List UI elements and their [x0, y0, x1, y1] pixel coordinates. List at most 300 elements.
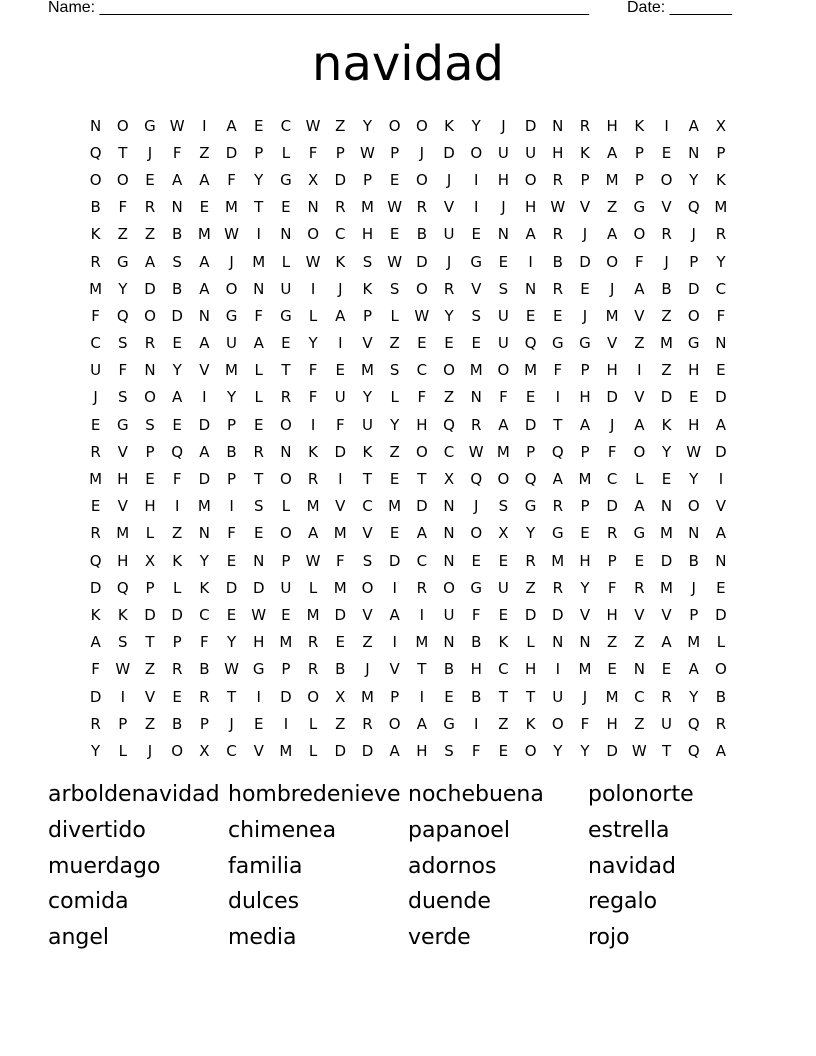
grid-letter: Y — [362, 388, 373, 407]
grid-letter: O — [633, 442, 646, 461]
grid-letter: D — [252, 578, 265, 597]
grid-letter: L — [172, 578, 182, 597]
grid-letter: O — [225, 279, 238, 298]
grid-letter: D — [361, 741, 374, 760]
grid-letter: U — [443, 605, 455, 624]
grid-letter: F — [172, 143, 182, 162]
grid-letter: E — [253, 116, 264, 135]
grid-letter: J — [446, 170, 452, 189]
grid-letter: S — [362, 252, 373, 271]
grid-letter: B — [471, 633, 482, 652]
word-list-item: familia — [228, 853, 303, 879]
grid-letter: M — [360, 687, 374, 706]
grid-letter: M — [360, 198, 374, 217]
grid-letter: Z — [117, 225, 128, 244]
grid-letter: V — [389, 660, 400, 679]
grid-letter: B — [172, 225, 183, 244]
grid-letter: L — [635, 470, 644, 489]
grid-letter: O — [280, 415, 292, 434]
grid-letter: B — [199, 660, 210, 679]
grid-letter: Z — [498, 714, 509, 733]
grid-letter: T — [553, 415, 563, 434]
word-list — [48, 777, 768, 956]
grid-letter: N — [688, 143, 700, 162]
grid-letter: Q — [687, 741, 700, 760]
grid-letter: A — [199, 279, 210, 298]
grid-letter: Y — [580, 741, 590, 760]
grid-letter: Z — [661, 361, 672, 380]
grid-letter: P — [689, 605, 699, 624]
grid-letter: Z — [607, 633, 618, 652]
grid-letter: Q — [687, 198, 700, 217]
grid-letter: P — [362, 306, 372, 325]
grid-letter: U — [497, 334, 509, 353]
grid-letter: Z — [634, 633, 645, 652]
grid-letter: A — [335, 306, 346, 325]
grid-letter: O — [687, 497, 700, 516]
grid-letter: D — [524, 415, 537, 434]
grid-letter: X — [199, 741, 210, 760]
grid-letter: E — [226, 551, 237, 570]
grid-letter: S — [118, 633, 128, 652]
grid-letter: A — [172, 170, 183, 189]
word-list-item: divertido — [48, 817, 146, 843]
grid-letter: F — [91, 660, 100, 679]
grid-letter: T — [254, 198, 264, 217]
grid-letter: G — [280, 306, 292, 325]
grid-letter: P — [172, 633, 182, 652]
grid-letter: D — [144, 279, 156, 298]
grid-letter: R — [307, 633, 319, 652]
grid-letter: Z — [634, 334, 645, 353]
grid-letter: N — [688, 524, 700, 543]
grid-letter: V — [443, 198, 455, 217]
grid-letter: N — [443, 497, 455, 516]
grid-letter: H — [416, 741, 428, 760]
grid-letter: S — [389, 361, 400, 380]
grid-letter: X — [443, 470, 455, 489]
grid-letter: T — [661, 741, 672, 760]
grid-letter: G — [116, 252, 129, 271]
grid-letter: A — [199, 334, 210, 353]
grid-letter: E — [389, 225, 400, 244]
grid-letter: N — [253, 279, 265, 298]
grid-letter: U — [497, 578, 509, 597]
grid-letter: P — [526, 442, 536, 461]
grid-letter: K — [525, 714, 536, 733]
grid-letter: Y — [716, 252, 726, 271]
grid-letter: J — [474, 497, 479, 516]
grid-letter: T — [281, 361, 291, 380]
grid-letter: Q — [443, 415, 455, 434]
grid-letter: Y — [199, 551, 209, 570]
grid-letter: R — [552, 279, 563, 298]
grid-letter: V — [634, 306, 645, 325]
grid-letter: Y — [362, 116, 373, 135]
grid-letter: M — [388, 497, 402, 516]
grid-letter: T — [254, 470, 264, 489]
grid-letter: M — [605, 306, 619, 325]
grid-letter: O — [415, 279, 428, 298]
grid-letter: L — [308, 714, 318, 733]
grid-letter: P — [145, 442, 155, 461]
grid-letter: R — [253, 442, 264, 461]
grid-letter: E — [253, 524, 264, 543]
grid-letter: L — [281, 497, 291, 516]
grid-letter: R — [606, 524, 618, 543]
grid-letter: R — [90, 442, 101, 461]
grid-letter: Y — [580, 578, 590, 597]
grid-letter: B — [335, 660, 346, 679]
grid-letter: L — [716, 633, 726, 652]
grid-letter: A — [253, 334, 264, 353]
grid-letter: H — [253, 633, 265, 652]
grid-letter: W — [631, 741, 647, 760]
grid-letter: D — [443, 143, 455, 162]
grid-letter: U — [661, 714, 673, 733]
grid-letter: J — [582, 225, 588, 244]
grid-letter: G — [687, 334, 700, 353]
grid-letter: F — [417, 388, 427, 407]
grid-letter: N — [307, 198, 319, 217]
grid-letter: H — [144, 497, 156, 516]
grid-letter: N — [144, 361, 156, 380]
grid-letter: G — [470, 578, 483, 597]
grid-letter: A — [607, 143, 618, 162]
grid-letter: U — [443, 225, 455, 244]
grid-letter: Q — [687, 714, 700, 733]
grid-letter: H — [606, 116, 618, 135]
grid-letter: A — [389, 605, 400, 624]
grid-letter: J — [229, 252, 234, 271]
grid-letter: E — [471, 334, 481, 353]
grid-letter: O — [307, 225, 319, 244]
grid-letter: F — [308, 143, 318, 162]
grid-letter: J — [147, 143, 153, 162]
grid-letter: K — [117, 605, 128, 624]
grid-letter: O — [606, 252, 619, 271]
word-list-item: duende — [408, 889, 491, 915]
grid-letter: C — [715, 279, 727, 298]
grid-letter: C — [199, 605, 210, 624]
grid-letter: E — [498, 741, 509, 760]
grid-letter: M — [89, 279, 103, 298]
grid-letter: L — [118, 741, 127, 760]
word-list-item: arboldenavidad — [48, 782, 220, 807]
grid-letter: A — [172, 388, 183, 407]
grid-letter: J — [609, 279, 615, 298]
grid-letter: E — [145, 170, 155, 189]
grid-letter: G — [633, 198, 646, 217]
word-list-item: navidad — [588, 853, 676, 879]
grid-letter: C — [606, 470, 618, 489]
grid-letter: B — [715, 687, 727, 706]
grid-letter: O — [144, 388, 156, 407]
grid-letter: E — [498, 551, 509, 570]
grid-letter: I — [120, 687, 125, 706]
grid-letter: I — [392, 578, 397, 597]
grid-letter: D — [171, 605, 183, 624]
grid-letter: X — [335, 687, 346, 706]
grid-letter: E — [172, 415, 182, 434]
grid-letter: F — [635, 252, 644, 271]
grid-letter: O — [470, 143, 483, 162]
grid-letter: S — [389, 279, 400, 298]
grid-letter: I — [256, 225, 261, 244]
grid-letter: Y — [172, 361, 182, 380]
grid-letter: Y — [471, 116, 481, 135]
grid-letter: J — [501, 116, 506, 135]
grid-letter: L — [308, 306, 318, 325]
grid-letter: A — [389, 741, 400, 760]
grid-letter: O — [361, 578, 374, 597]
grid-letter: N — [280, 442, 292, 461]
grid-letter: W — [468, 442, 484, 461]
grid-letter: M — [524, 361, 538, 380]
grid-letter: K — [90, 605, 101, 624]
grid-letter: J — [229, 714, 234, 733]
grid-letter: I — [283, 714, 289, 733]
grid-letter: R — [552, 170, 563, 189]
grid-letter: K — [362, 442, 373, 461]
grid-letter: S — [362, 551, 373, 570]
grid-letter: S — [444, 741, 454, 760]
grid-letter: N — [89, 116, 102, 135]
grid-letter: Q — [524, 470, 537, 489]
grid-letter: M — [687, 633, 701, 652]
grid-letter: D — [171, 306, 183, 325]
grid-letter: R — [280, 388, 292, 407]
grid-letter: I — [202, 388, 207, 407]
grid-letter: D — [144, 605, 156, 624]
grid-letter: S — [498, 279, 509, 298]
grid-letter: O — [415, 170, 428, 189]
grid-letter: E — [335, 361, 346, 380]
grid-letter: E — [281, 605, 291, 624]
grid-letter: J — [609, 415, 615, 434]
word-list-item: muerdago — [48, 853, 161, 879]
grid-letter: Y — [254, 170, 264, 189]
grid-letter: D — [334, 741, 347, 760]
grid-letter: Y — [308, 334, 318, 353]
grid-letter: D — [225, 578, 238, 597]
grid-letter: I — [419, 605, 425, 624]
page-title: navidad — [312, 36, 504, 92]
grid-letter: M — [197, 497, 211, 516]
grid-letter: E — [145, 470, 155, 489]
grid-letter: P — [580, 442, 590, 461]
grid-letter: Z — [634, 714, 645, 733]
grid-letter: G — [252, 660, 265, 679]
grid-letter: O — [687, 306, 700, 325]
grid-letter: N — [715, 551, 727, 570]
grid-letter: W — [224, 225, 239, 244]
grid-letter: O — [415, 116, 428, 135]
grid-letter: F — [118, 198, 128, 217]
grid-letter: F — [471, 605, 481, 624]
grid-letter: A — [525, 225, 536, 244]
grid-letter: N — [171, 198, 183, 217]
grid-letter: D — [660, 388, 673, 407]
grid-letter: Y — [689, 687, 699, 706]
grid-letter: R — [552, 225, 563, 244]
grid-letter: J — [691, 225, 696, 244]
word-list-item: comida — [48, 889, 129, 915]
grid-letter: E — [90, 497, 101, 516]
letter-grid — [82, 112, 738, 765]
grid-letter: J — [338, 279, 343, 298]
grid-letter: G — [443, 714, 455, 733]
grid-letter: U — [90, 361, 102, 380]
grid-letter: N — [280, 225, 292, 244]
grid-letter: D — [416, 252, 428, 271]
grid-letter: Z — [172, 524, 183, 543]
grid-letter: O — [551, 714, 564, 733]
grid-letter: S — [118, 334, 128, 353]
grid-letter: D — [89, 687, 102, 706]
grid-letter: O — [280, 524, 292, 543]
grid-letter: F — [580, 714, 590, 733]
grid-letter: E — [661, 470, 672, 489]
grid-letter: R — [362, 714, 373, 733]
grid-letter: A — [226, 116, 237, 135]
grid-letter: F — [499, 388, 508, 407]
grid-letter: O — [415, 442, 428, 461]
grid-letter: I — [174, 497, 180, 516]
grid-letter: F — [118, 361, 128, 380]
grid-letter: H — [361, 225, 374, 244]
grid-letter: H — [117, 470, 129, 489]
grid-letter: T — [118, 143, 128, 162]
grid-letter: R — [443, 279, 455, 298]
grid-letter: L — [308, 578, 318, 597]
word-list-item: chimenea — [228, 817, 337, 843]
grid-letter: I — [338, 470, 343, 489]
grid-letter: R — [416, 198, 428, 217]
grid-letter: O — [388, 116, 401, 135]
grid-letter: E — [90, 415, 101, 434]
grid-letter: W — [414, 306, 430, 325]
grid-letter: L — [254, 388, 263, 407]
grid-letter: M — [279, 633, 293, 652]
grid-letter: E — [417, 334, 427, 353]
grid-letter: O — [144, 306, 156, 325]
grid-letter: N — [198, 524, 210, 543]
grid-letter: N — [633, 660, 645, 679]
grid-letter: Z — [661, 306, 672, 325]
grid-letter: P — [199, 714, 209, 733]
grid-letter: D — [198, 470, 211, 489]
grid-letter: X — [307, 170, 319, 189]
grid-letter: E — [580, 279, 590, 298]
grid-letter: A — [634, 497, 645, 516]
grid-letter: I — [310, 415, 316, 434]
grid-letter: R — [552, 497, 563, 516]
grid-letter: T — [226, 687, 237, 706]
grid-letter: O — [171, 741, 184, 760]
grid-letter: E — [471, 551, 481, 570]
grid-letter: G — [225, 306, 238, 325]
grid-letter: F — [227, 170, 236, 189]
grid-letter: G — [144, 116, 156, 135]
grid-letter: F — [471, 741, 481, 760]
grid-letter: P — [335, 143, 345, 162]
grid-letter: R — [471, 415, 482, 434]
name-field-label: Name: _______________________________________________________ — [48, 0, 589, 16]
grid-letter: M — [660, 578, 673, 597]
grid-letter: R — [90, 524, 101, 543]
grid-letter: O — [307, 687, 319, 706]
grid-letter: I — [392, 633, 397, 652]
grid-letter: W — [550, 198, 566, 217]
grid-letter: T — [498, 687, 508, 706]
grid-letter: P — [281, 660, 291, 679]
grid-letter: Z — [525, 578, 536, 597]
grid-letter: Q — [171, 442, 184, 461]
grid-letter: P — [227, 470, 237, 489]
grid-letter: O — [443, 361, 455, 380]
grid-letter: D — [334, 605, 347, 624]
grid-letter: N — [552, 116, 564, 135]
grid-letter: M — [551, 551, 565, 570]
grid-letter: M — [306, 605, 320, 624]
grid-letter: C — [362, 497, 373, 516]
grid-letter: O — [280, 470, 292, 489]
grid-letter: I — [555, 660, 560, 679]
grid-letter: P — [281, 551, 291, 570]
grid-letter: D — [715, 388, 727, 407]
grid-letter: E — [607, 660, 617, 679]
grid-letter: V — [362, 334, 373, 353]
grid-letter: H — [606, 714, 618, 733]
grid-letter: R — [661, 225, 672, 244]
grid-letter: E — [661, 660, 672, 679]
word-list-item: hombredenieve — [228, 782, 401, 807]
grid-letter: E — [525, 306, 536, 325]
grid-letter: X — [715, 116, 727, 135]
grid-letter: N — [660, 497, 673, 516]
grid-letter: A — [715, 741, 727, 760]
grid-letter: H — [552, 143, 564, 162]
grid-letter: T — [417, 660, 427, 679]
grid-letter: K — [90, 225, 101, 244]
grid-letter: X — [144, 551, 156, 570]
grid-letter: I — [637, 361, 642, 380]
grid-letter: W — [115, 660, 131, 679]
grid-letter: A — [715, 415, 727, 434]
grid-letter: M — [197, 225, 211, 244]
grid-letter: C — [443, 442, 455, 461]
grid-letter: U — [280, 578, 292, 597]
grid-letter: K — [335, 252, 346, 271]
grid-letter: F — [607, 442, 617, 461]
grid-letter: D — [579, 252, 591, 271]
grid-letter: Z — [144, 714, 156, 733]
grid-letter: P — [580, 497, 590, 516]
grid-letter: M — [333, 578, 347, 597]
grid-letter: E — [553, 306, 563, 325]
grid-letter: B — [172, 279, 183, 298]
grid-letter: H — [470, 660, 482, 679]
grid-letter: A — [634, 279, 645, 298]
word-list-item: dulces — [228, 889, 300, 915]
grid-letter: G — [524, 497, 537, 516]
grid-letter: B — [661, 279, 672, 298]
grid-letter: M — [496, 442, 510, 461]
grid-letter: F — [200, 633, 209, 652]
grid-letter: T — [417, 470, 427, 489]
grid-letter: D — [606, 497, 618, 516]
